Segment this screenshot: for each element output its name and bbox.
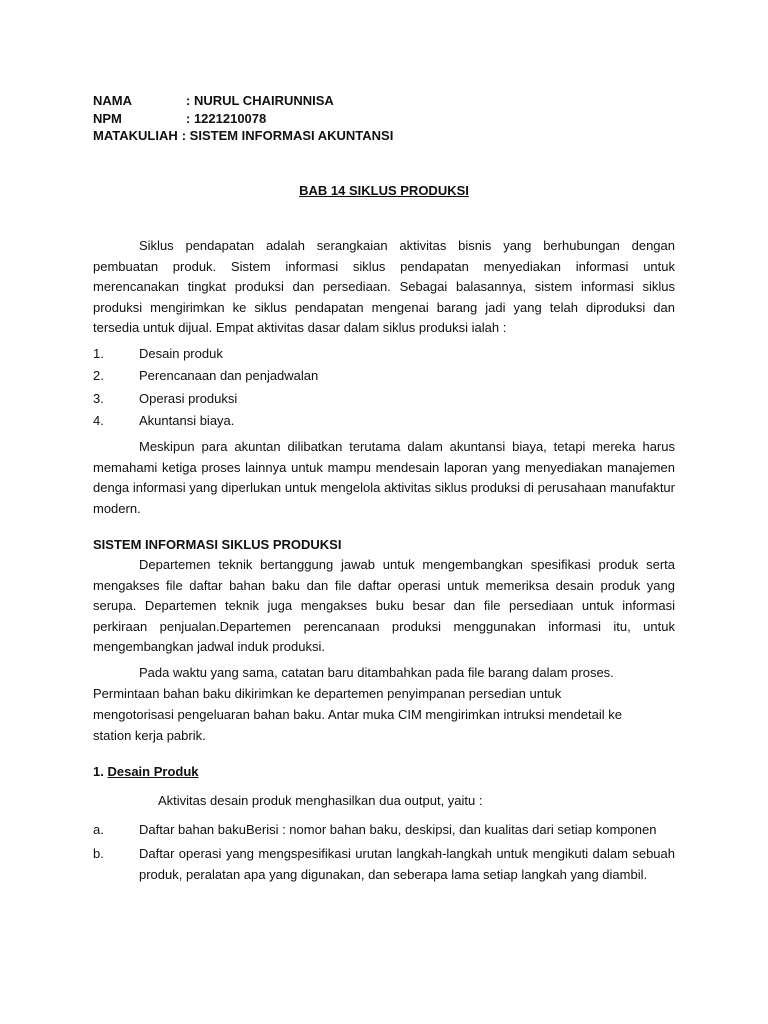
subsection-label: Desain Produk: [107, 764, 199, 779]
nama-value: : NURUL CHAIRUNNISA: [186, 93, 334, 108]
subsection-number: 1.: [93, 764, 104, 779]
paragraph-production-process: Pada waktu yang sama, catatan baru ditambahkan pada file barang dalam proses. Permintaan bahan baku dikirimkan ke departemen penyimpanan persedian untuk mengotorisasi pengeluaran bahan baku. Antar muka CIM mengirimkan intruksi mendetail ke station kerja pabrik.: [93, 665, 622, 743]
chapter-title: BAB 14 SIKLUS PRODUKSI: [299, 183, 469, 198]
student-info: [93, 92, 393, 145]
npm-label: NPM: [93, 110, 122, 126]
outputs-list: [93, 819, 675, 888]
paragraph-engineering: Departemen teknik bertanggung jawab untuk mengembangkan spesifikasi produk serta mengakses file daftar bahan baku dan file daftar operasi untuk memeriksa desain produk yang serupa. Departemen teknik juga mengakses buku besar dan file persediaan untuk informasi perkiraan penjualan.Departemen perencanaan produksi menggunakan informasi itu, untuk mengembangkan jadwal induk produksi.: [93, 557, 675, 655]
subsection-heading: [93, 764, 199, 779]
npm-value: : 1221210078: [186, 110, 267, 126]
paragraph-accountants: Meskipun para akuntan dilibatkan terutama dalam akuntansi biaya, tetapi mereka harus memahami ketiga proses lainnya untuk mampu mendesain laporan yang menyediakan manajemen denga informasi yang diperlukan untuk mengelola aktivitas siklus produksi di perusahaan manufaktur modern.: [93, 439, 675, 516]
nama-label: NAMA: [93, 93, 132, 108]
list-item: 4. Akuntansi biaya.: [93, 412, 235, 428]
matakuliah-row: [93, 127, 393, 145]
activities-list: [93, 343, 675, 432]
list-item: a. Daftar bahan bakuBerisi : nomor bahan baku, deskipsi, dan kualitas dari setiap komponen: [93, 822, 657, 837]
matakuliah-label: MATAKULIAH: [93, 128, 178, 143]
intro-paragraph: Siklus pendapatan adalah serangkaian aktivitas bisnis yang berhubungan dengan pembuatan produk. Sistem informasi siklus pendapatan menyediakan informasi untuk merencanakan tingkat produksi dan persediaan. Sebagai balasannya, sistem informasi siklus produksi mengirimkan ke siklus pendapatan mengenai barang jadi yang telah diproduksi dan tersedia untuk dijual. Empat aktivitas dasar dalam siklus produksi ialah :: [93, 238, 675, 336]
list-item: 3. Operasi produksi: [93, 390, 238, 406]
list-item: 1. Desain produk: [93, 346, 223, 361]
nama-row: [93, 92, 393, 110]
matakuliah-value: : SISTEM INFORMASI AKUNTANSI: [181, 128, 394, 143]
list-item: 2. Perencanaan dan penjadwalan: [93, 368, 319, 384]
list-item: b. Daftar operasi yang mengspesifikasi urutan langkah-langkah untuk mengikuti dalam sebuah produk, peralatan apa yang digunakan, dan seberapa lama setiap langkah yang diambil.: [93, 846, 675, 882]
npm-row: [93, 110, 393, 128]
outputs-intro: Aktivitas desain produk menghasilkan dua output, yaitu :: [158, 793, 483, 808]
section-heading: SISTEM INFORMASI SIKLUS PRODUKSI: [93, 537, 342, 552]
